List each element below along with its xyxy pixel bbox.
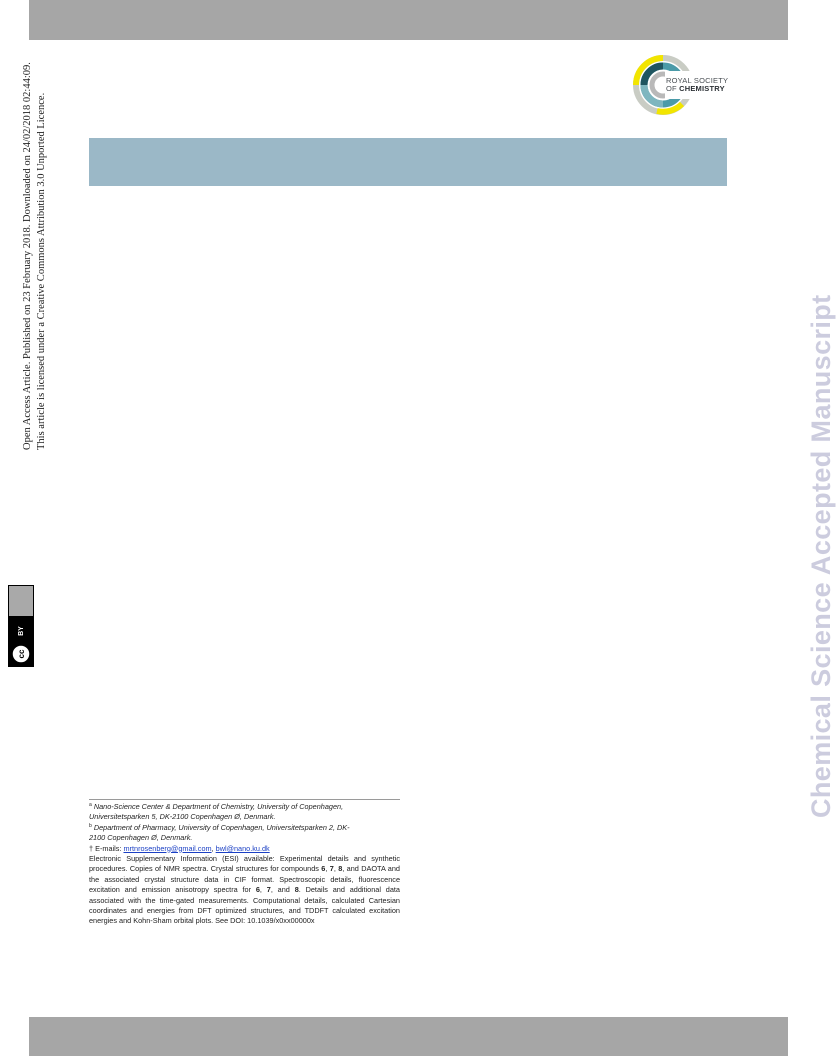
cc-label: cc <box>17 649 26 659</box>
logo-line-1: ROYAL SOCIETY <box>666 76 729 85</box>
page-header-bar <box>29 0 788 40</box>
cc-by-badge[interactable] <box>6 585 34 667</box>
footnotes <box>89 802 400 927</box>
open-access-line: Open Access Article. Published on 23 February 2018. Downloaded on 24/02/2018 02:44:09. <box>22 62 33 450</box>
contact-emails: † E-mails: mrtnrosenberg@gmail.com, bwl@nano.ku.dk <box>89 843 270 853</box>
accepted-manuscript-watermark: Chemical Science Accepted Manuscript <box>806 294 836 818</box>
affiliation-b-cont: 2100 Copenhagen Ø, Denmark. <box>89 833 193 843</box>
email-link-laursen[interactable]: bwl@nano.ku.dk <box>215 843 270 853</box>
logo-line-2: OF CHEMISTRY <box>666 84 725 93</box>
email-link-rosenberg[interactable]: mrtnrosenberg@gmail.com <box>123 843 212 853</box>
affiliation-a-cont: Universitetsparken 5, DK-2100 Copenhagen Ø, Denmark. <box>89 812 276 822</box>
affiliation-b: $^b$ Department of Pharmacy, University of Copenhagen, Universitetsparken 2, DK- <box>89 822 350 832</box>
by-label: BY <box>18 626 25 636</box>
open-access-notice <box>21 62 49 450</box>
affiliation-a: $^a$ Nano-Science Center & Department of Chemistry, University of Copenhagen, <box>89 802 344 811</box>
rsc-logo-text <box>666 77 728 93</box>
licence-line: This article is licensed under a Creative Commons Attribution 3.0 Unported Licence. <box>36 92 47 450</box>
page-footer-bar <box>29 1017 788 1056</box>
article-banner <box>89 138 727 186</box>
esi-note: Electronic Supplementary Information (ESI) available: Experimental details and synthetic procedures. Copies of NMR spectra. Crystal structures for compounds 6, 7, 8, and DAOTA and the associated crystal structure data in CIF format. Spectroscopic details, fluorescence excitation and emission anisotropy spectra for 6, 7, and 8. Details and additional data associated with the time-gated measurements. Computational details, calculated Cartesian coordinates and energies from DFT optimized structures, and TDDFT calculated excitation energies and Kohn-Sham orbital plots. See DOI: 10.1039/x0xx00000x <box>89 854 400 926</box>
footnote-divider <box>89 799 400 800</box>
